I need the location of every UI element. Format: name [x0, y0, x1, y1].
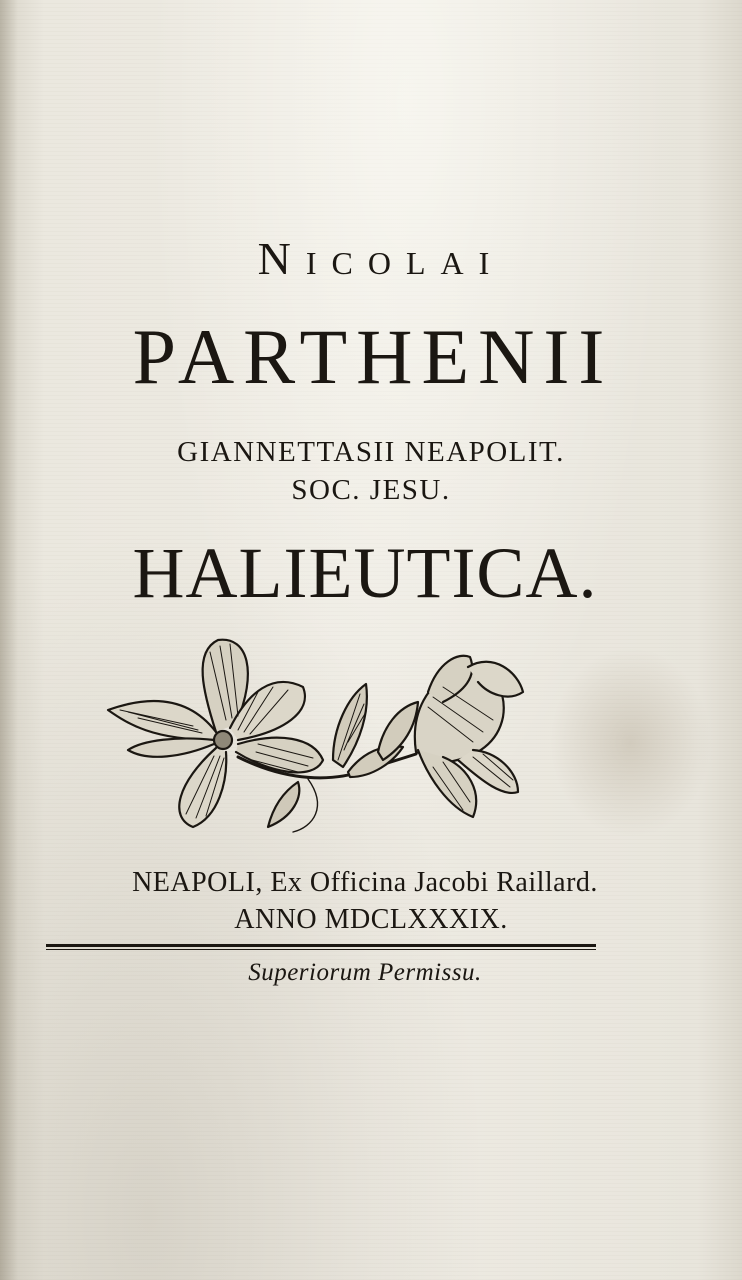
society-line: SOC. JESU. [291, 474, 451, 506]
flower-woodcut-icon [98, 632, 538, 837]
double-rule-thick [46, 944, 596, 947]
imprint-place: NEAPOLI, Ex Officina Jacobi Raillard. [132, 867, 598, 898]
imprint-year: ANNO MDCLXXXIX. [234, 904, 508, 935]
author-first-name: Nicolai [257, 233, 505, 284]
permission-line: Superiorum Permissu. [248, 959, 482, 986]
spine-shadow [0, 0, 18, 1280]
double-rule-thin [46, 949, 596, 950]
author-epithet: GIANNETTASII NEAPOLIT. [177, 436, 565, 468]
work-title: HALIEUTICA. [132, 533, 598, 613]
author-last-name: PARTHENII [132, 313, 614, 400]
